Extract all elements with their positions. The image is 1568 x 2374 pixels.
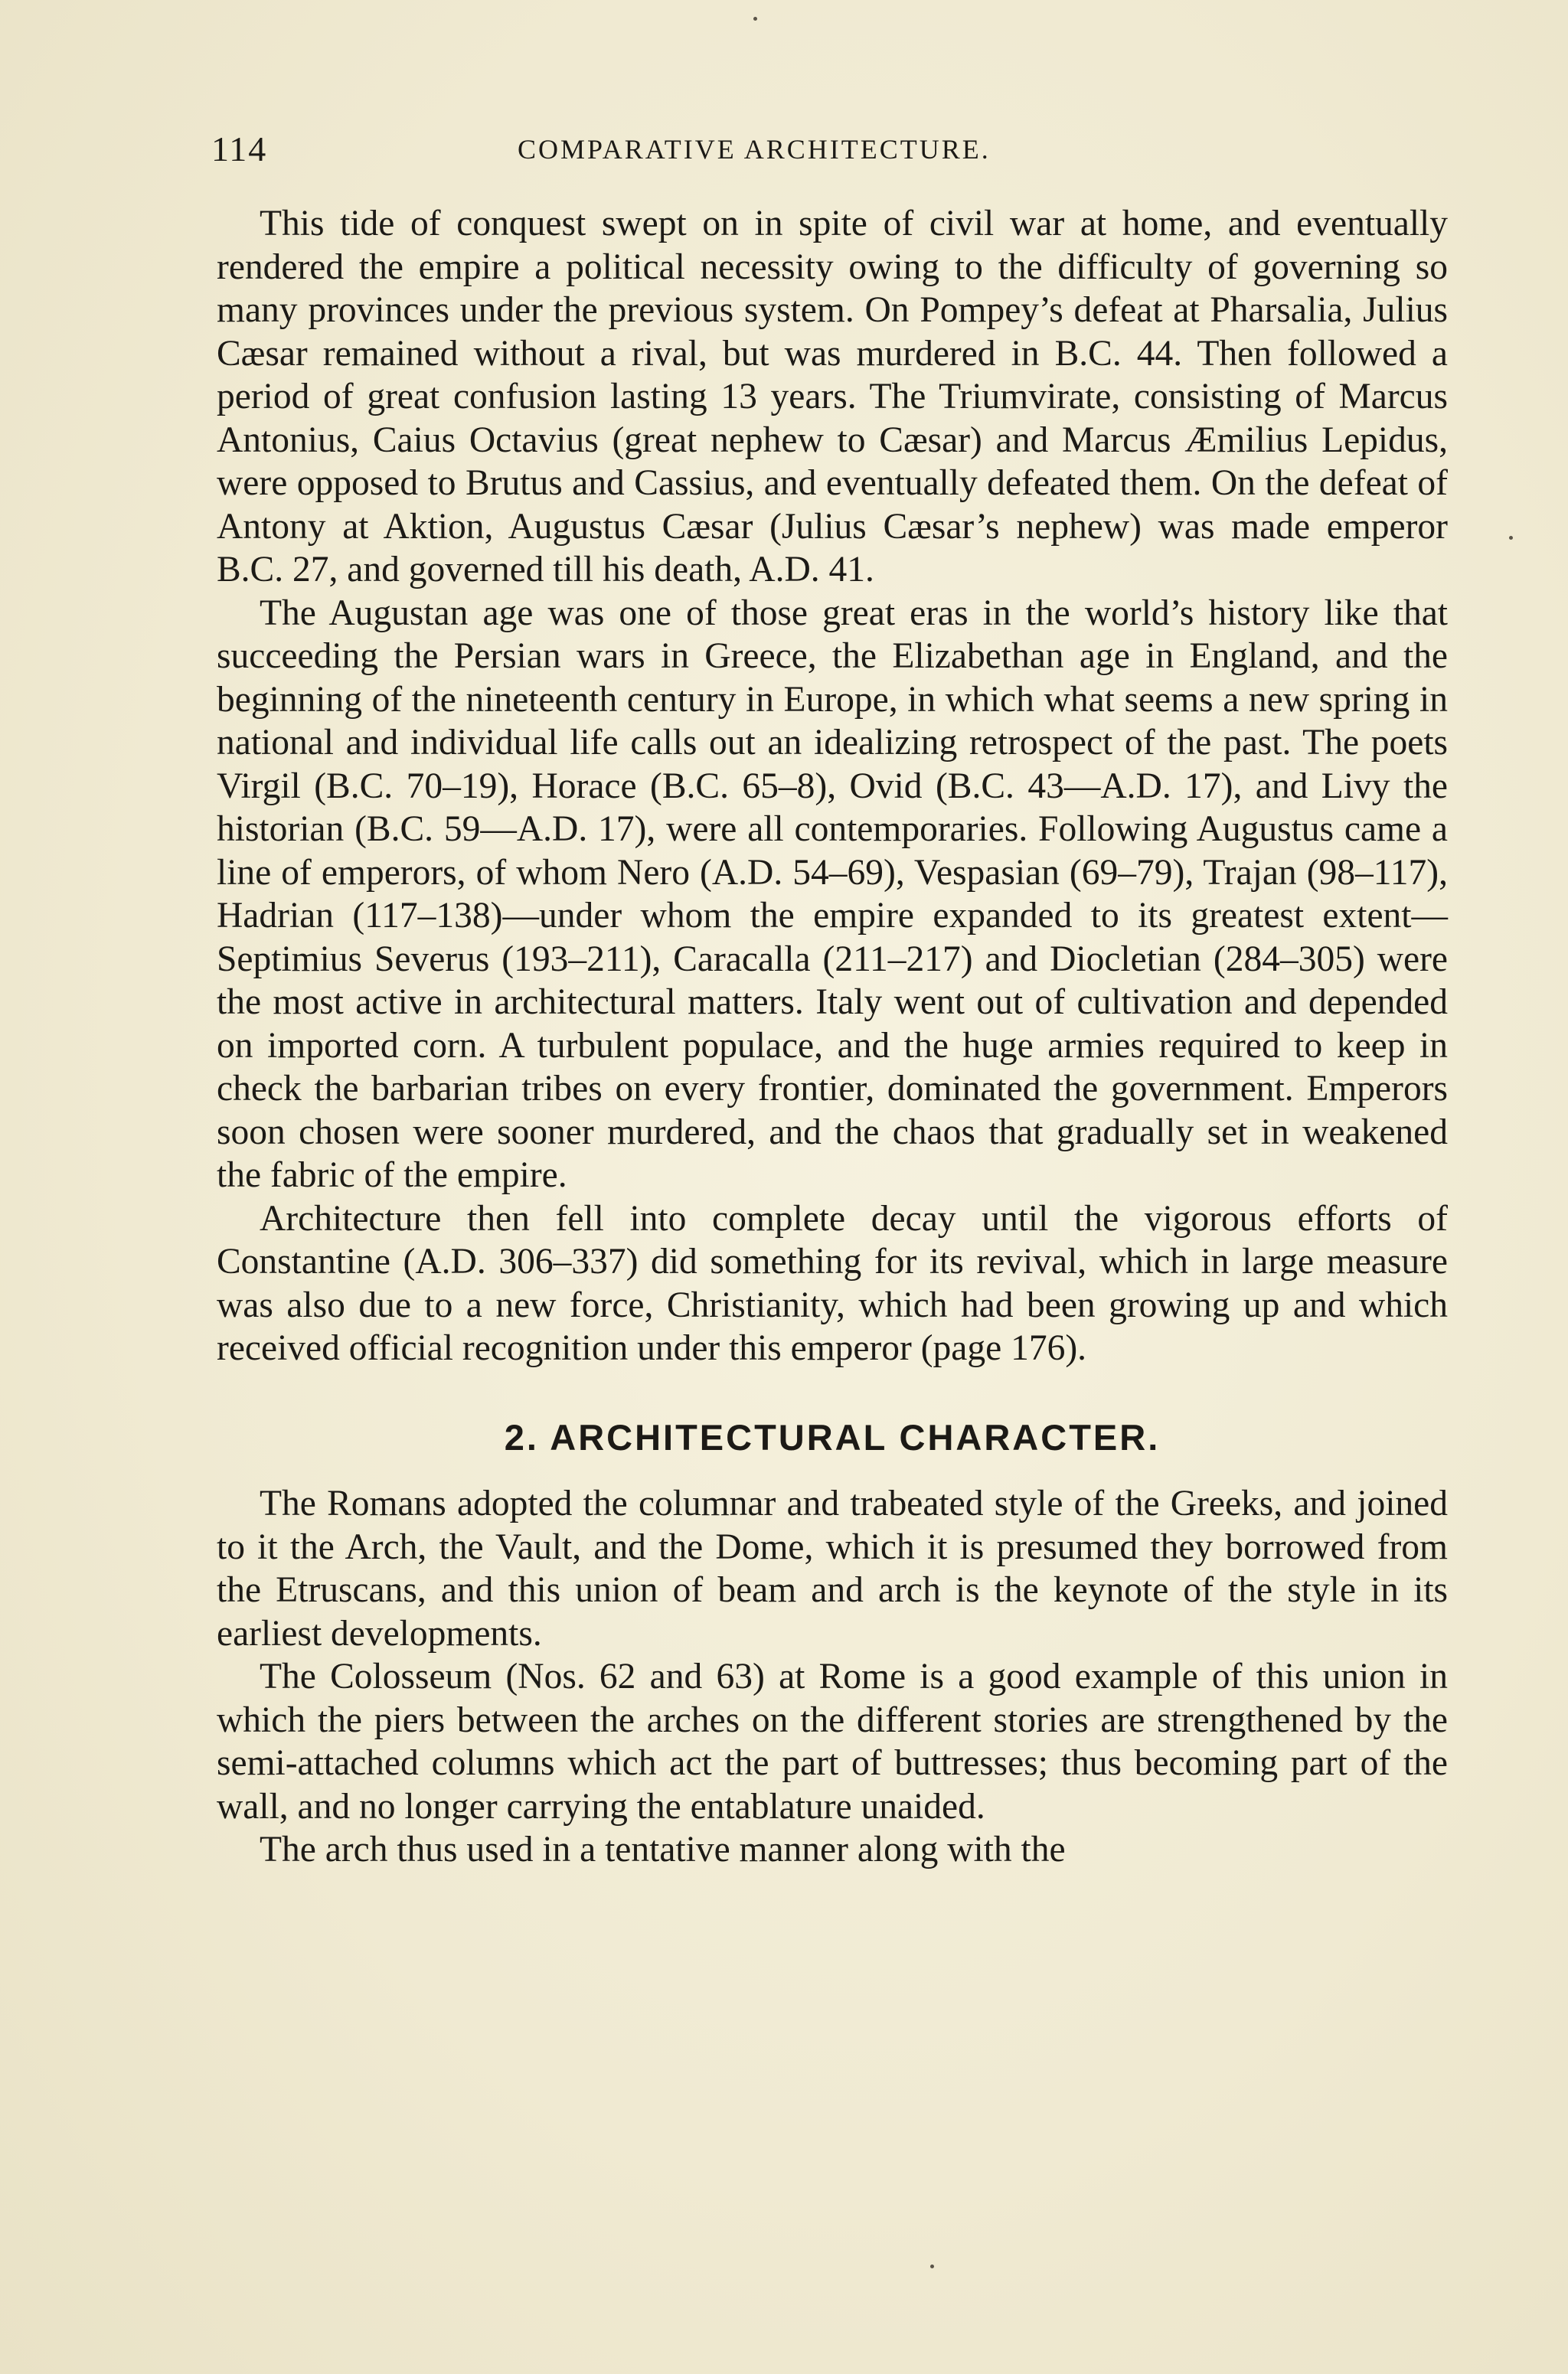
print-speck	[930, 2265, 934, 2268]
paragraph-architecture-decay: Architecture then fell into complete decay until the vigorous efforts of Constantine (A.D. 306–337) did something for its revival, which in large measure was also due to a new force, Christianity, which had been growing up and which received official recognition under this emperor (page 176).	[217, 1198, 1448, 1368]
paragraph-conquest: This tide of conquest swept on in spite of civil war at home, and eventually rendered the empire a political necessity owing to the difficulty of governing so many provinces under the previous system. On Pompey’s defeat at Pharsalia, Julius Cæsar remained without a rival, but was murdered in B.C. 44. Then followed a period of great confusion lasting 13 years. The Triumvirate, consisting of Marcus Antonius, Caius Octavius (great nephew to Cæsar) and Marcus Æmilius Lepidus, were opposed to Brutus and Cassius, and eventually defeated them. On the defeat of Antony at Aktion, Augustus Cæsar (Julius Cæsar’s nephew) was made emperor B.C. 27, and governed till his death, A.D. 41.	[217, 204, 1448, 589]
print-speck	[753, 17, 757, 21]
body-text	[217, 202, 1448, 1872]
paragraph-arch-tentative: The arch thus used in a tentative manner along with the	[260, 1830, 1066, 1869]
paragraph-augustan-age: The Augustan age was one of those great eras in the world’s history like that succeeding the Persian wars in Greece, the Elizabethan age in England, and the beginning of the nineteenth century in Europe, in which what seems a new spring in national and individual life calls out an idealizing retrospect of the past. The poets Virgil (B.C. 70–19), Horace (B.C. 65–8), Ovid (B.C. 43—A.D. 17), and Livy the historian (B.C. 59—A.D. 17), were all contemporaries. Following Augustus came a line of emperors, of whom Nero (A.D. 54–69), Vespasian (69–79), Trajan (98–117), Hadrian (117–138)—under whom the empire expanded to its greatest extent—Septimius Severus (193–211), Caracalla (211–217) and Diocletian (284–305) were the most active in architectural matters. Italy went out of cultivation and depended on imported corn. A turbulent populace, and the huge armies required to keep in check the barbarian tribes on every frontier, dominated the government. Emperors soon chosen were sooner murdered, and the chaos that gradually set in weakened the fabric of the empire.	[217, 593, 1448, 1195]
running-title: COMPARATIVE ARCHITECTURE.	[518, 134, 991, 165]
page-number: 114	[211, 129, 268, 168]
paragraph-colosseum: The Colosseum (Nos. 62 and 63) at Rome is a good example of this union in which the piers between the arches on the different stories are strengthened by the semi-attached columns which act the part of buttresses; thus becoming part of the wall, and no longer carrying the entablature unaided.	[217, 1657, 1448, 1827]
print-speck	[1509, 536, 1513, 540]
paragraph-romans-adopted: The Romans adopted the columnar and trabeated style of the Greeks, and joined to it the Arch, the Vault, and the Dome, which it is presumed they borrowed from the Etruscans, and this union of beam and arch is the keynote of the style in its earliest developments.	[217, 1484, 1448, 1654]
running-header	[211, 129, 1452, 175]
section-heading: 2. ARCHITECTURAL CHARACTER.	[504, 1416, 1161, 1458]
